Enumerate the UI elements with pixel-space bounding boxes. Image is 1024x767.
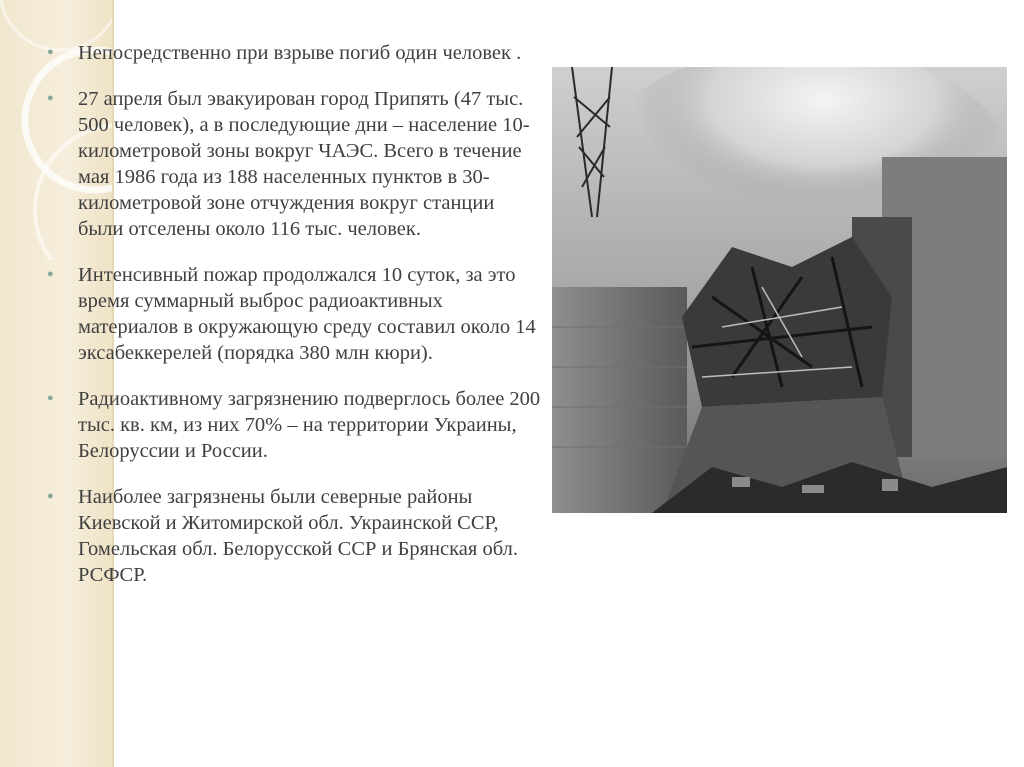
reactor-ruins-photo: [552, 67, 1007, 513]
bullet-icon: ●: [47, 392, 54, 404]
bullet-item: [44, 40, 544, 66]
bullet-icon: ●: [47, 490, 54, 502]
bullet-icon: ●: [47, 92, 54, 104]
bullet-text: Наиболее загрязнены были северные районы Киевской и Житомирской обл. Украинской ССР, Гомельская обл. Белорусской ССР и Брянская обл. РСФСР.: [78, 486, 518, 586]
reactor-ruins-image: [552, 67, 1007, 513]
bullet-list: [44, 40, 544, 588]
bullet-text: Интенсивный пожар продолжался 10 суток, за это время суммарный выброс радиоактивных материалов в окружающую среду составил около 14 эксабеккерелей (порядка 380 млн кюри).: [78, 264, 536, 364]
bullet-item: [44, 484, 544, 588]
bullet-text: 27 апреля был эвакуирован город Припять (47 тыс. 500 человек), а в последующие дни – население 10-километровой зоны вокруг ЧАЭС. Всего в течение мая 1986 года из 188 населенных пунктов в 30-километровой зоне отчуждения вокруг станции были отселены около 116 тыс. человек.: [78, 88, 530, 240]
bullet-item: [44, 86, 544, 242]
bullet-text: Непосредственно при взрыве погиб один человек .: [78, 42, 522, 64]
bullet-text: Радиоактивному загрязнению подверглось более 200 тыс. кв. км, из них 70% – на территории Украины, Белоруссии и России.: [78, 388, 541, 462]
bullet-item: [44, 262, 544, 366]
bullet-icon: ●: [47, 268, 54, 280]
text-content: [44, 40, 544, 608]
bullet-icon: ●: [47, 46, 54, 58]
bullet-item: [44, 386, 544, 464]
